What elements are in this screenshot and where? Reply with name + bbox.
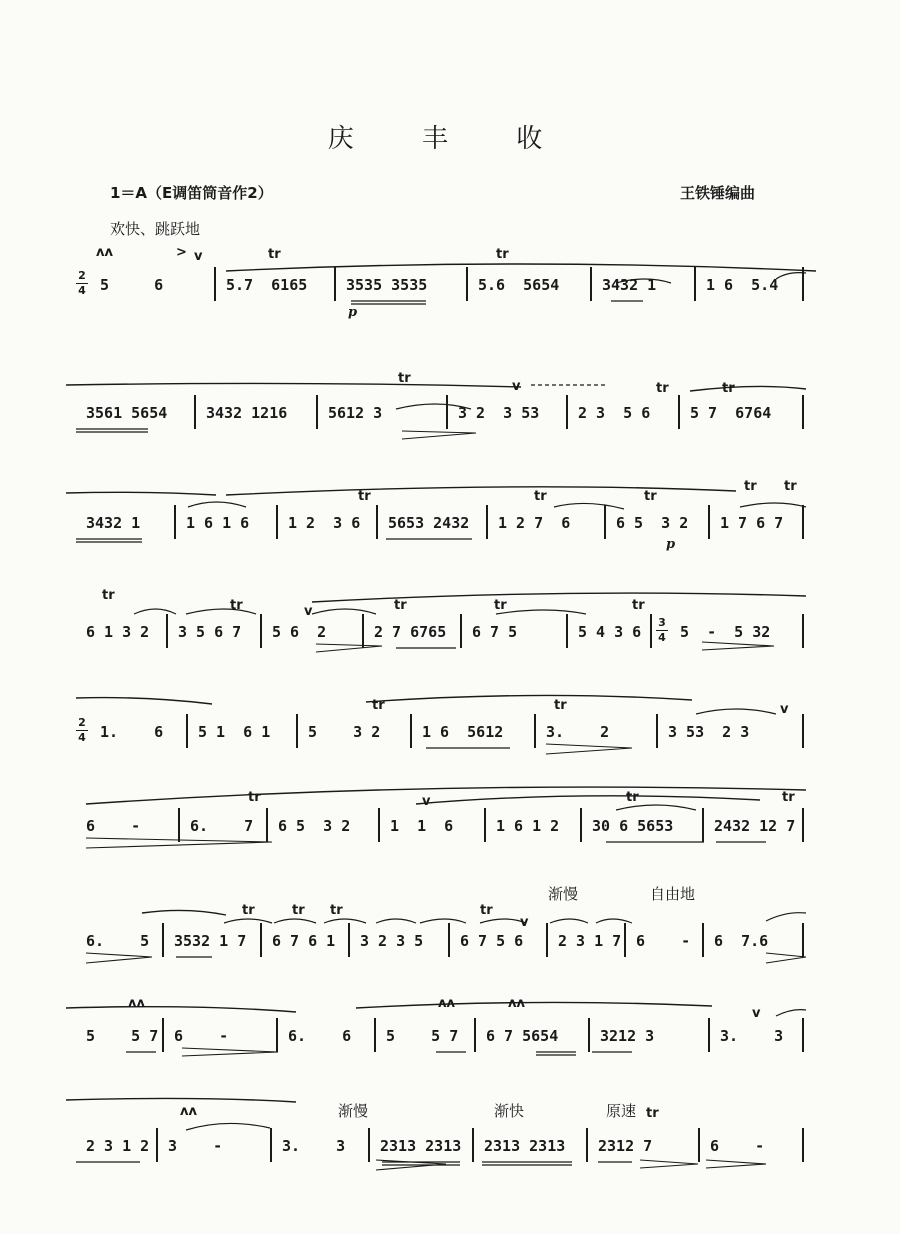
trill-mark: tr bbox=[784, 479, 797, 494]
measure: 5.7 6165 bbox=[226, 276, 308, 294]
barline bbox=[802, 808, 804, 842]
trill-mark: tr bbox=[398, 371, 411, 386]
measure: 5 1 6 1 bbox=[198, 723, 271, 741]
measure: 1. 6 bbox=[100, 723, 164, 741]
measure: 3 5 6 7 bbox=[178, 623, 242, 641]
tempo-marking: 欢快、跳跃地 bbox=[110, 220, 201, 238]
measure: 6 5 3 2 bbox=[278, 817, 351, 835]
measure: 5 5 7 bbox=[86, 1027, 159, 1045]
measure: 3 - bbox=[168, 1137, 223, 1155]
breath-mark: v bbox=[520, 915, 529, 930]
barline bbox=[802, 714, 804, 748]
mordent-mark: ʌʌ bbox=[508, 996, 525, 1011]
trill-mark: tr bbox=[394, 598, 407, 613]
time-signature-change: 3 4 bbox=[656, 616, 668, 645]
trill-mark: tr bbox=[292, 903, 305, 918]
trill-mark: tr bbox=[632, 598, 645, 613]
measure: 5 - 5 32 bbox=[680, 623, 771, 641]
staff-row-9 bbox=[76, 1102, 806, 1166]
trill-mark: tr bbox=[248, 790, 261, 805]
measure: 2312 7 bbox=[598, 1137, 653, 1155]
trill-mark: tr bbox=[102, 588, 115, 603]
measure: 3432 1 bbox=[86, 514, 141, 532]
measure: 6. 7 bbox=[190, 817, 254, 835]
measure: 6 7 6 1 bbox=[272, 932, 336, 950]
expression-rubato: 自由地 bbox=[650, 885, 696, 903]
trill-mark: tr bbox=[554, 698, 567, 713]
piano-dynamic: p bbox=[666, 537, 676, 552]
trill-mark: tr bbox=[358, 489, 371, 504]
staff-row-3 bbox=[76, 479, 806, 552]
measure: 2 3 1 2 bbox=[86, 1137, 150, 1155]
barline bbox=[802, 395, 804, 429]
expression-accelerando: 渐快 bbox=[494, 1102, 525, 1120]
trill-mark: tr bbox=[534, 489, 547, 504]
measure: 2 7 6765 bbox=[374, 623, 447, 641]
measure: 1 2 7 6 bbox=[498, 514, 571, 532]
measure: 3 2 3 53 bbox=[458, 404, 540, 422]
measure: 6 - bbox=[174, 1027, 229, 1045]
measure: 5 6 bbox=[100, 276, 164, 294]
staff-row-4 bbox=[76, 588, 806, 652]
breath-mark: v bbox=[752, 1006, 761, 1021]
measure: 3561 5654 bbox=[86, 404, 168, 422]
measure: 2432 12 7 bbox=[714, 817, 796, 835]
measure: 5653 2432 bbox=[388, 514, 470, 532]
measure: 3 53 2 3 bbox=[668, 723, 750, 741]
measure: 2 3 5 6 bbox=[578, 404, 651, 422]
measure: 6. 5 bbox=[86, 932, 150, 950]
trill-mark: tr bbox=[242, 903, 255, 918]
measure: 3432 1 bbox=[602, 276, 657, 294]
measure: 6 7.6 bbox=[714, 932, 769, 950]
barline bbox=[802, 505, 804, 539]
measure: 3 2 3 5 bbox=[360, 932, 424, 950]
barline bbox=[802, 614, 804, 648]
barline bbox=[802, 1128, 804, 1162]
measure: 1 6 5612 bbox=[422, 723, 504, 741]
measure: 1 6 5.4 bbox=[706, 276, 779, 294]
staff-row-6 bbox=[76, 790, 806, 846]
measure: 3212 3 bbox=[600, 1027, 655, 1045]
key-signature: 1＝A（E调笛筒音作2） bbox=[110, 184, 273, 202]
measure: 3535 3535 bbox=[346, 276, 428, 294]
measure: 5 3 2 bbox=[308, 723, 381, 741]
song-title: 庆 丰 收 bbox=[327, 124, 573, 154]
measure: 2313 2313 bbox=[380, 1137, 462, 1155]
breath-mark: v bbox=[512, 379, 521, 394]
measure: 6 1 3 2 bbox=[86, 623, 150, 641]
trill-mark: tr bbox=[782, 790, 795, 805]
measure: 5 4 3 6 bbox=[578, 623, 642, 641]
expression-ritardando: 渐慢 bbox=[548, 885, 579, 903]
trill-mark: tr bbox=[744, 479, 757, 494]
barline bbox=[650, 614, 652, 648]
measure: 5 5 7 bbox=[386, 1027, 459, 1045]
breath-mark: v bbox=[780, 702, 789, 717]
measure: 1 6 1 2 bbox=[496, 817, 560, 835]
measure: 6 - bbox=[86, 817, 141, 835]
measure: 5.6 5654 bbox=[478, 276, 560, 294]
measure: 2313 2313 bbox=[484, 1137, 566, 1155]
trill-mark: tr bbox=[230, 598, 243, 613]
staff-row-8 bbox=[76, 996, 806, 1056]
composer-credit: 王铁锤编曲 bbox=[680, 184, 756, 202]
expression-a-tempo: 原速 bbox=[606, 1102, 637, 1120]
measure: 3432 1216 bbox=[206, 404, 288, 422]
trill-mark: tr bbox=[268, 247, 281, 262]
staff-row-2 bbox=[76, 371, 806, 433]
staff-row-5 bbox=[76, 698, 806, 752]
trill-mark: tr bbox=[494, 598, 507, 613]
barline bbox=[802, 267, 804, 301]
measure: 5 7 6764 bbox=[690, 404, 772, 422]
breath-mark: v bbox=[304, 604, 313, 619]
trill-mark: tr bbox=[372, 698, 385, 713]
trill-mark: tr bbox=[496, 247, 509, 262]
time-signature: 2 4 bbox=[76, 716, 88, 745]
measure: 6 5 3 2 bbox=[616, 514, 689, 532]
breath-mark: v bbox=[194, 249, 203, 264]
measure: 6 - bbox=[636, 932, 691, 950]
measure: 3. 3 bbox=[720, 1027, 784, 1045]
trill-mark: tr bbox=[480, 903, 493, 918]
time-signature: 2 4 bbox=[76, 269, 88, 298]
measure: 6 7 5 bbox=[472, 623, 518, 641]
staff-row-7 bbox=[76, 885, 806, 961]
piano-dynamic: p bbox=[348, 305, 358, 320]
mordent-mark: ʌʌ bbox=[180, 1104, 197, 1119]
measure: 3. 2 bbox=[546, 723, 610, 741]
trill-mark: tr bbox=[644, 489, 657, 504]
measure: 3532 1 7 bbox=[174, 932, 247, 950]
trill-mark: tr bbox=[626, 790, 639, 805]
mordent-mark: ʌʌ bbox=[96, 245, 113, 260]
mordent-mark: ʌʌ bbox=[128, 996, 145, 1011]
barline bbox=[802, 1018, 804, 1052]
measure: 1 6 1 6 bbox=[186, 514, 250, 532]
trill-mark: tr bbox=[656, 381, 669, 396]
mordent-mark: ʌʌ bbox=[438, 996, 455, 1011]
measure: 2 3 1 7 bbox=[558, 932, 622, 950]
measure: 6. 6 bbox=[288, 1027, 352, 1045]
measure: 6 - bbox=[710, 1137, 765, 1155]
measure: 3. 3 bbox=[282, 1137, 346, 1155]
measure: 30 6 5653 bbox=[592, 817, 674, 835]
measure: 6 7 5654 bbox=[486, 1027, 559, 1045]
measure: 1 1 6 bbox=[390, 817, 454, 835]
accent-mark: > bbox=[176, 245, 187, 260]
staff-row-1 bbox=[76, 245, 806, 320]
measure: 5 6 2 bbox=[272, 623, 327, 641]
measure: 1 7 6 7 bbox=[720, 514, 784, 532]
measure: 6 7 5 6 bbox=[460, 932, 524, 950]
trill-mark: tr bbox=[646, 1106, 659, 1121]
trill-mark: tr bbox=[330, 903, 343, 918]
trill-mark: tr bbox=[722, 381, 735, 396]
measure: 5612 3 bbox=[328, 404, 383, 422]
measure: 1 2 3 6 bbox=[288, 514, 361, 532]
breath-mark: v bbox=[422, 794, 431, 809]
barline bbox=[802, 923, 804, 957]
expression-ritardando: 渐慢 bbox=[338, 1102, 369, 1120]
